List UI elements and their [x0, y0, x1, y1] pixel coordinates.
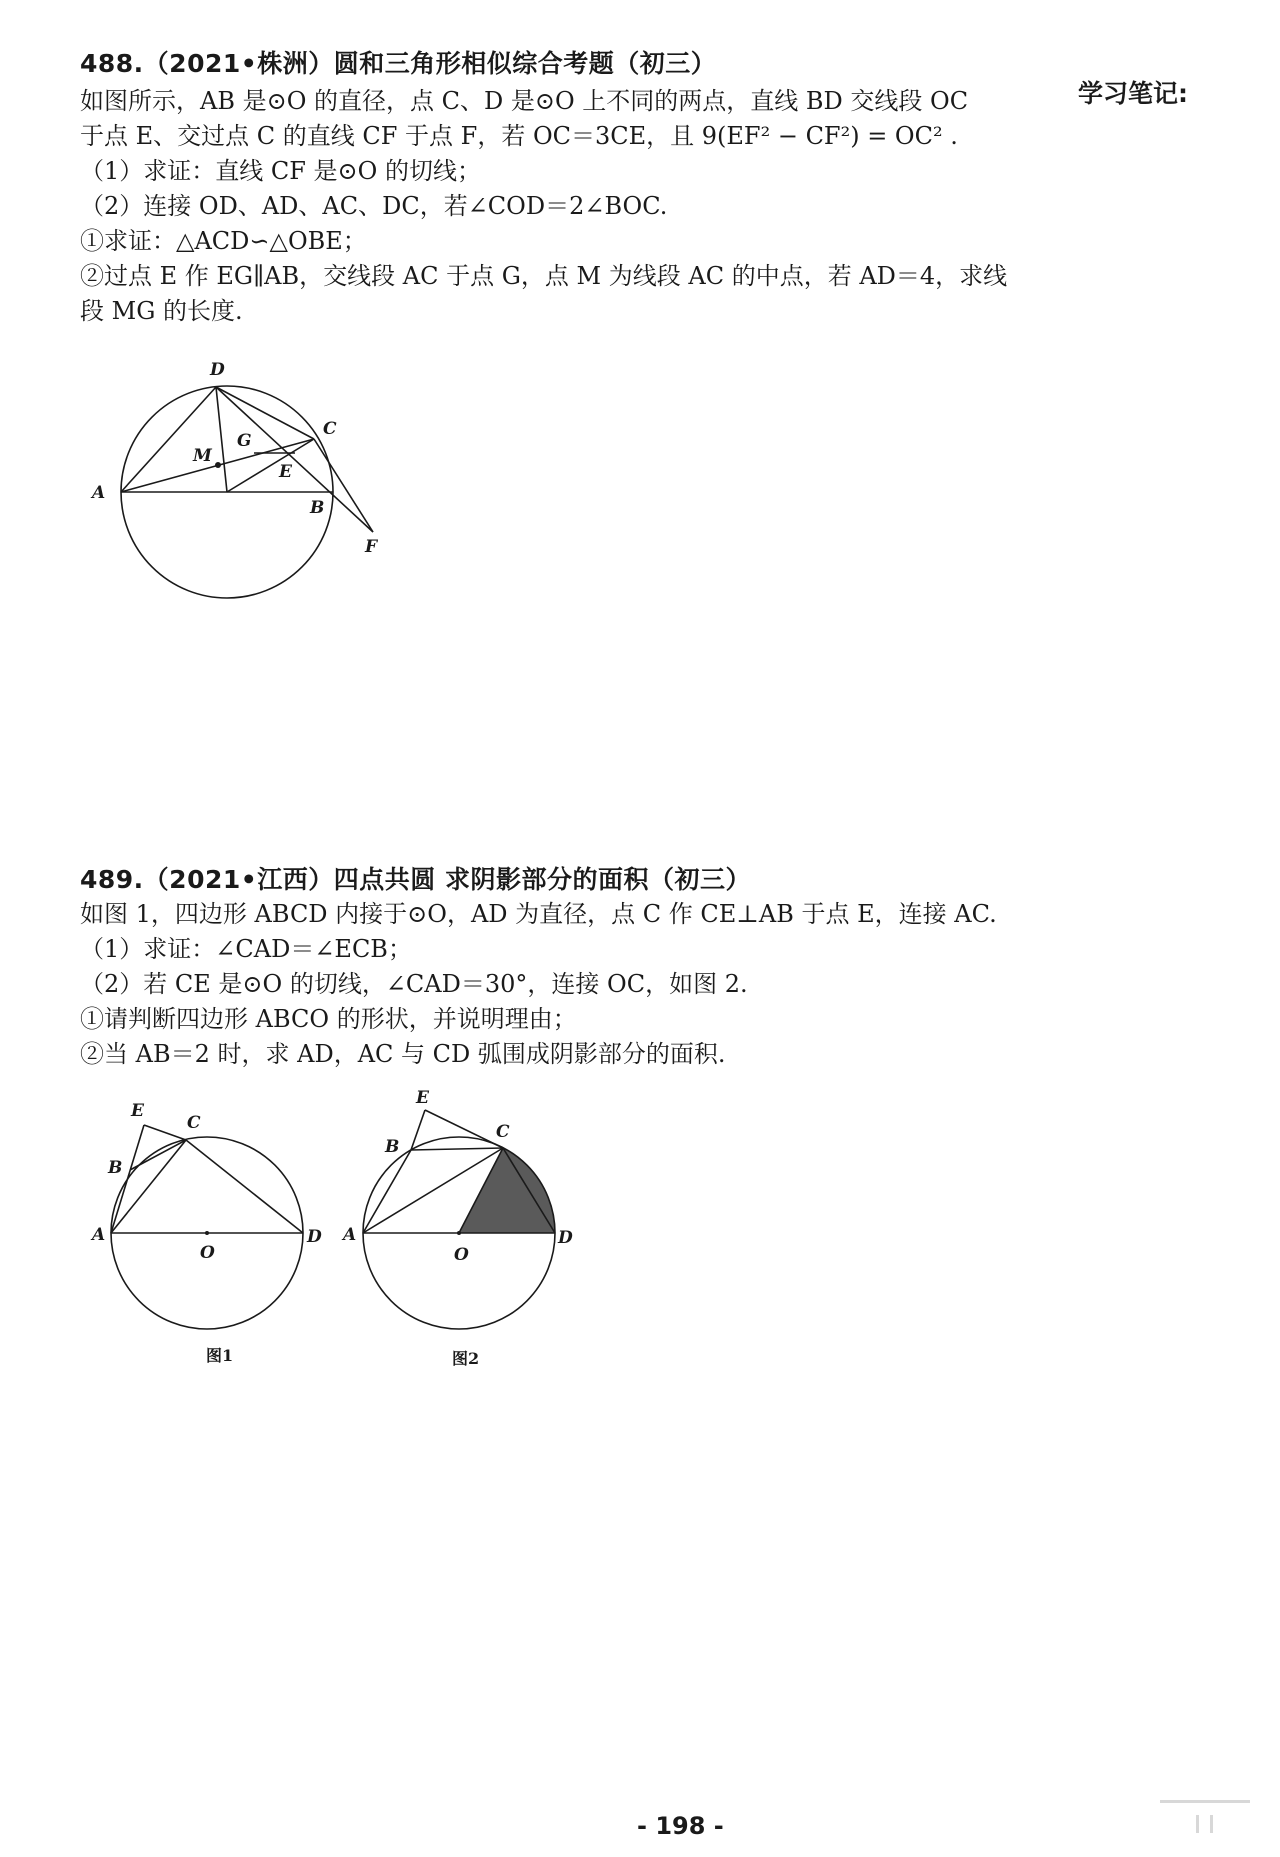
problem-488-line: ①求证：△ACD∽△OBE；: [80, 227, 367, 255]
problem-489-line: ①请判断四边形 ABCO 的形状，并说明理由；: [80, 1005, 577, 1033]
label-f: F: [365, 537, 378, 557]
problem-489-line: （1）求证：∠CAD＝∠ECB；: [80, 935, 412, 963]
label-e: E: [416, 1088, 429, 1108]
label-d: D: [307, 1227, 322, 1247]
problem-489-line: （2）若 CE 是⊙O 的切线，∠CAD＝30°，连接 OC，如图 2.: [80, 970, 748, 998]
figure-489-2-diagram: [340, 0, 600, 1400]
label-c: C: [187, 1113, 201, 1133]
label-a: A: [92, 1225, 106, 1245]
label-o: O: [454, 1245, 469, 1265]
problem-488-line: 于点 E、交过点 C 的直线 CF 于点 F，若 OC＝3CE，且 9(EF² − CF²) = OC² .: [80, 122, 958, 150]
segment-cd: [186, 1140, 303, 1233]
label-e: E: [279, 462, 292, 482]
label-m: M: [193, 446, 212, 466]
figure-2-caption: 图2: [452, 1349, 480, 1368]
label-d: D: [210, 360, 225, 380]
figure-1-caption: 图1: [206, 1346, 234, 1365]
label-c: C: [496, 1122, 510, 1142]
figure-489-1-diagram: [0, 0, 360, 1400]
problem-489-heading: 489.（2021•江西）四点共圆 求阴影部分的面积（初三）: [80, 865, 751, 894]
problem-488-line: 段 MG 的长度.: [80, 297, 243, 325]
center-o: [205, 1231, 209, 1235]
label-e: E: [131, 1101, 144, 1121]
label-g: G: [237, 431, 252, 451]
segment-ec: [144, 1125, 186, 1140]
problem-488-heading: 488.（2021•株洲）圆和三角形相似综合考题（初三）: [80, 49, 717, 78]
problem-489-line: ②当 AB＝2 时，求 AD，AC 与 CD 弧围成阴影部分的面积.: [80, 1040, 726, 1068]
scan-artifact: [1196, 1815, 1199, 1833]
shaded-region: [363, 1148, 555, 1233]
label-a: A: [92, 483, 106, 503]
segment-bc: [411, 1148, 503, 1150]
label-b: B: [385, 1137, 400, 1157]
label-a: A: [343, 1225, 357, 1245]
problem-489-line: 如图 1，四边形 ABCD 内接于⊙O，AD 为直径，点 C 作 CE⊥AB 于点 E，连接 AC.: [80, 900, 997, 928]
page-number: - 198 -: [637, 1812, 724, 1840]
segment-ab: [363, 1150, 411, 1233]
study-notes-label: 学习笔记:: [1078, 79, 1188, 108]
label-b: B: [108, 1158, 123, 1178]
scan-artifact: [1210, 1815, 1213, 1833]
problem-488-line: ②过点 E 作 EG∥AB，交线段 AC 于点 G，点 M 为线段 AC 的中点，若 AD＝4，求线: [80, 262, 1008, 290]
center-o: [457, 1231, 461, 1235]
label-o: O: [200, 1243, 215, 1263]
label-c: C: [323, 419, 337, 439]
segment-ae: [111, 1125, 144, 1233]
segment-ec: [425, 1110, 503, 1148]
label-b: B: [310, 498, 325, 518]
problem-488-line: 如图所示，AB 是⊙O 的直径，点 C、D 是⊙O 上不同的两点，直线 BD 交线段 OC: [80, 87, 969, 115]
problem-488-line: （1）求证：直线 CF 是⊙O 的切线；: [80, 157, 481, 185]
scan-artifact: [1160, 1800, 1250, 1803]
problem-488-line: （2）连接 OD、AD、AC、DC，若∠COD＝2∠BOC.: [80, 192, 668, 220]
label-d: D: [558, 1228, 573, 1248]
